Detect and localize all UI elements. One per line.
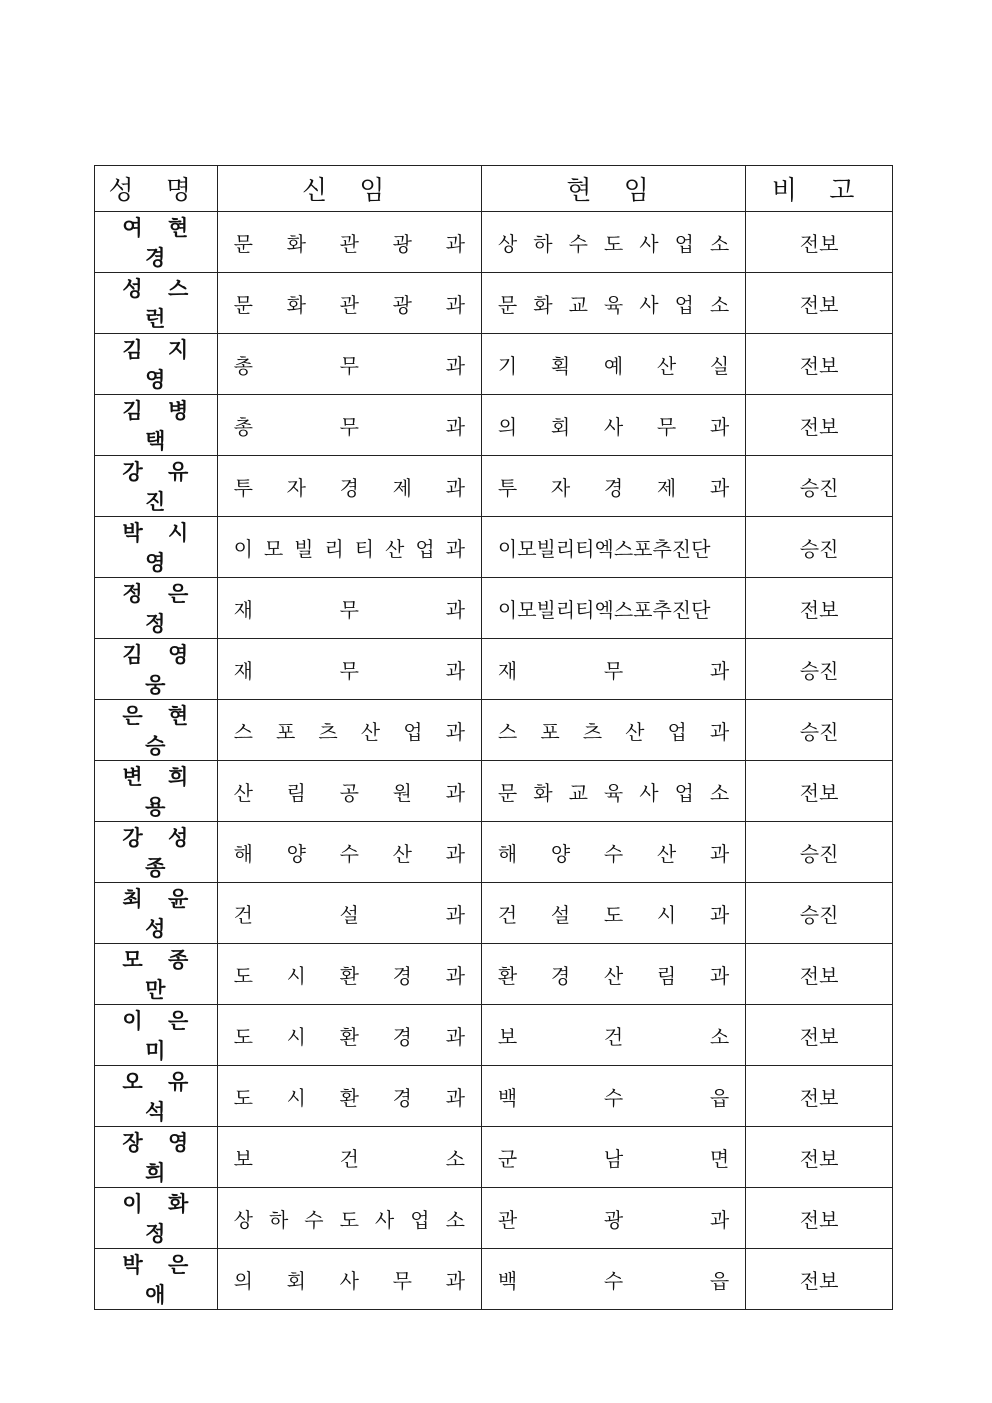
person-name: 최 윤 성	[95, 883, 218, 944]
person-name: 김 병 택	[95, 395, 218, 456]
note: 전보	[746, 578, 893, 639]
note: 승진	[746, 517, 893, 578]
new-post: 건 설 과	[217, 883, 481, 944]
current-post: 의 회 사 무 과	[481, 395, 745, 456]
person-name: 정 은 정	[95, 578, 218, 639]
person-name: 강 유 진	[95, 456, 218, 517]
person-name: 오 유 석	[95, 1066, 218, 1127]
note: 전보	[746, 761, 893, 822]
person-name: 변 희 용	[95, 761, 218, 822]
table-row	[95, 212, 893, 273]
current-post: 상 하 수 도 사 업 소	[481, 212, 745, 273]
table-row	[95, 639, 893, 700]
new-post: 투 자 경 제 과	[217, 456, 481, 517]
person-name: 이 화 정	[95, 1188, 218, 1249]
current-post: 보 건 소	[481, 1005, 745, 1066]
table-row	[95, 761, 893, 822]
note: 승진	[746, 456, 893, 517]
new-post: 상 하 수 도 사 업 소	[217, 1188, 481, 1249]
current-post: 군 남 면	[481, 1127, 745, 1188]
new-post: 해 양 수 산 과	[217, 822, 481, 883]
table-row	[95, 822, 893, 883]
table-header	[95, 166, 893, 212]
new-post: 도 시 환 경 과	[217, 944, 481, 1005]
current-post: 문 화 교 육 사 업 소	[481, 761, 745, 822]
table-row	[95, 517, 893, 578]
current-post: 재 무 과	[481, 639, 745, 700]
table-body	[95, 212, 893, 1310]
current-post: 문 화 교 육 사 업 소	[481, 273, 745, 334]
table-row	[95, 700, 893, 761]
current-post: 기 획 예 산 실	[481, 334, 745, 395]
new-post: 스 포 츠 산 업 과	[217, 700, 481, 761]
table-row	[95, 1127, 893, 1188]
person-name: 박 은 애	[95, 1249, 218, 1310]
current-post: 건 설 도 시 과	[481, 883, 745, 944]
person-name: 장 영 희	[95, 1127, 218, 1188]
person-name: 은 현 승	[95, 700, 218, 761]
note: 전보	[746, 1249, 893, 1310]
new-post: 보 건 소	[217, 1127, 481, 1188]
current-post: 백 수 읍	[481, 1249, 745, 1310]
new-post: 도 시 환 경 과	[217, 1005, 481, 1066]
new-post: 문 화 관 광 과	[217, 273, 481, 334]
current-post: 투 자 경 제 과	[481, 456, 745, 517]
header-name: 성 명	[95, 166, 218, 212]
new-post: 재 무 과	[217, 639, 481, 700]
header-current-post: 현 임	[481, 166, 745, 212]
current-post: 환 경 산 림 과	[481, 944, 745, 1005]
new-post: 이 모 빌 리 티 산 업 과	[217, 517, 481, 578]
person-name: 여 현 경	[95, 212, 218, 273]
note: 승진	[746, 700, 893, 761]
person-name: 박 시 영	[95, 517, 218, 578]
current-post: 이모빌리티엑스포추진단	[481, 517, 745, 578]
note: 전보	[746, 395, 893, 456]
new-post: 산 림 공 원 과	[217, 761, 481, 822]
table-row	[95, 1005, 893, 1066]
header-new-post: 신 임	[217, 166, 481, 212]
new-post: 문 화 관 광 과	[217, 212, 481, 273]
table-row	[95, 456, 893, 517]
note: 승진	[746, 822, 893, 883]
new-post: 도 시 환 경 과	[217, 1066, 481, 1127]
note: 전보	[746, 1066, 893, 1127]
table-row	[95, 1188, 893, 1249]
note: 승진	[746, 639, 893, 700]
table-row	[95, 1066, 893, 1127]
current-post: 스 포 츠 산 업 과	[481, 700, 745, 761]
note: 전보	[746, 212, 893, 273]
note: 전보	[746, 334, 893, 395]
header-note: 비 고	[746, 166, 893, 212]
new-post: 재 무 과	[217, 578, 481, 639]
new-post: 총 무 과	[217, 395, 481, 456]
table-row	[95, 273, 893, 334]
new-post: 총 무 과	[217, 334, 481, 395]
current-post: 해 양 수 산 과	[481, 822, 745, 883]
person-name: 모 종 만	[95, 944, 218, 1005]
table-row	[95, 395, 893, 456]
note: 전보	[746, 273, 893, 334]
table-row	[95, 944, 893, 1005]
new-post: 의 회 사 무 과	[217, 1249, 481, 1310]
person-name: 성 스 런	[95, 273, 218, 334]
note: 승진	[746, 883, 893, 944]
person-name: 김 지 영	[95, 334, 218, 395]
person-name: 김 영 웅	[95, 639, 218, 700]
header-row	[95, 166, 893, 212]
person-name: 이 은 미	[95, 1005, 218, 1066]
table-row	[95, 578, 893, 639]
person-name: 강 성 종	[95, 822, 218, 883]
table-row	[95, 1249, 893, 1310]
current-post: 이모빌리티엑스포추진단	[481, 578, 745, 639]
current-post: 관 광 과	[481, 1188, 745, 1249]
note: 전보	[746, 944, 893, 1005]
note: 전보	[746, 1005, 893, 1066]
personnel-table	[94, 165, 893, 1310]
note: 전보	[746, 1127, 893, 1188]
current-post: 백 수 읍	[481, 1066, 745, 1127]
table-row	[95, 883, 893, 944]
table-row	[95, 334, 893, 395]
note: 전보	[746, 1188, 893, 1249]
